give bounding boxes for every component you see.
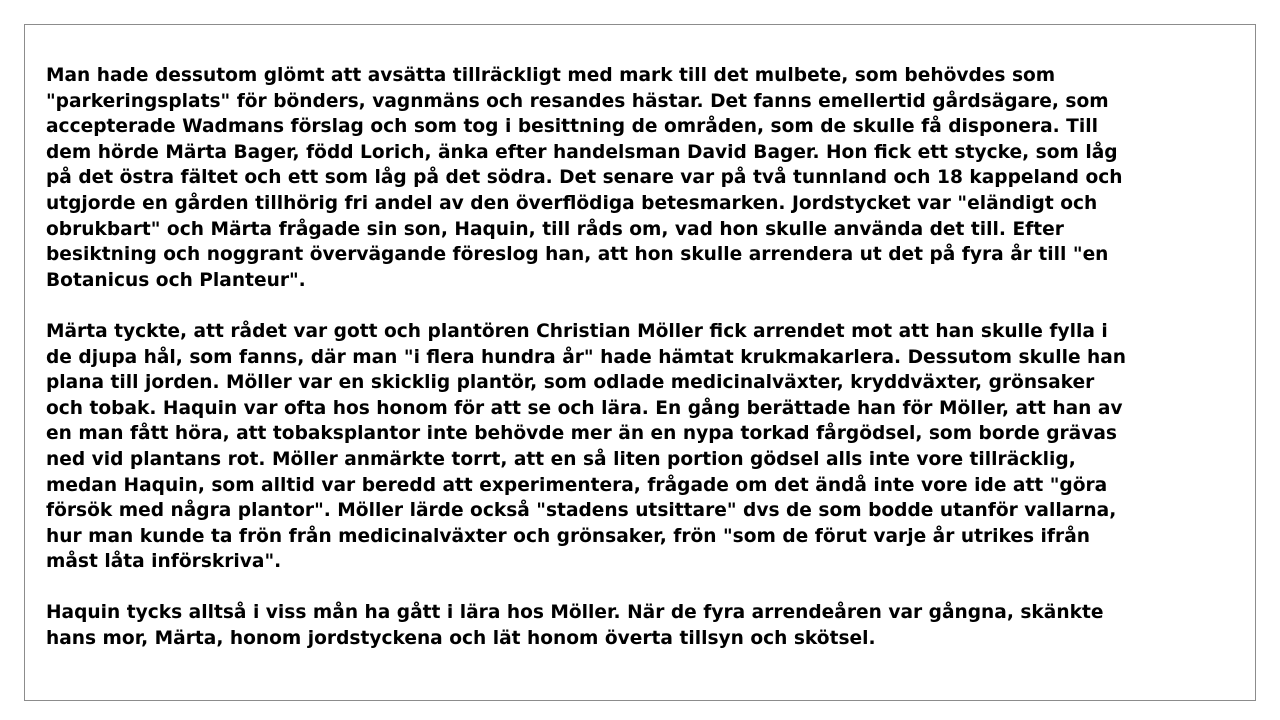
text-line: obrukbart" och Märta frågade sin son, Haquin, till råds om, vad hon skulle använda det till. Efter [46, 218, 1064, 240]
text-line: försök med några plantor". Möller lärde också "stadens utsittare" dvs de som bodde utanför vallarna, [46, 500, 1117, 522]
slide-frame [24, 24, 1256, 701]
text-line: Haquin tycks alltså i viss mån ha gått i lära hos Möller. När de fyra arrendeåren var gångna, skänkte [46, 602, 1104, 624]
text-line: utgjorde en gården tillhörig fri andel av den överflödiga betesmarken. Jordstycket var "eländigt och [46, 192, 1098, 214]
text-line: hur man kunde ta frön från medicinalväxter och grönsaker, frön "som de förut varje år utrikes ifrån [46, 525, 1090, 547]
text-line: och tobak. Haquin var ofta hos honom för att se och lära. En gång berättade han för Möller, att han av [46, 397, 1123, 419]
text-line: besiktning och noggrant övervägande föreslog han, att hon skulle arrendera ut det på fyra år till "en [46, 244, 1109, 266]
paragraph-1 [46, 63, 1246, 293]
text-line: ned vid plantans rot. Möller anmärkte torrt, att en så liten portion gödsel alls inte vore tillräcklig, [46, 448, 1076, 470]
text-line: de djupa hål, som fanns, där man "i flera hundra år" hade hämtat krukmakarlera. Dessutom skulle han [46, 346, 1127, 368]
text-body [46, 63, 1246, 677]
text-line: accepterade Wadmans förslag och som tog i besittning de områden, som de skulle få disponera. Till [46, 116, 1098, 138]
paragraph-3 [46, 600, 1246, 651]
text-line: plana till jorden. Möller var en skicklig plantör, som odlade medicinalväxter, kryddväxter, grönsaker [46, 372, 1095, 394]
text-line: på det östra fältet och ett som låg på det södra. Det senare var på två tunnland och 18 kappeland och [46, 167, 1123, 189]
text-line: dem hörde Märta Bager, född Lorich, änka efter handelsman David Bager. Hon fick ett stycke, som låg [46, 141, 1118, 163]
text-line: "parkeringsplats" för bönders, vagnmäns och resandes hästar. Det fanns emellertid gårdsägare, som [46, 90, 1109, 112]
text-line: Botanicus och Planteur". [46, 269, 306, 291]
paragraph-2 [46, 319, 1246, 575]
text-line: hans mor, Märta, honom jordstyckena och lät honom överta tillsyn och skötsel. [46, 628, 876, 650]
text-line: en man fått höra, att tobaksplantor inte behövde mer än en nypa torkad fårgödsel, som borde grävas [46, 423, 1117, 445]
text-line: medan Haquin, som alltid var beredd att experimentera, frågade om det ändå inte vore ide att "göra [46, 474, 1108, 496]
text-line: måst låta införskriva". [46, 551, 282, 573]
text-line: Märta tyckte, att rådet var gott och plantören Christian Möller fick arrendet mot att han skulle fylla i [46, 320, 1108, 342]
text-line: Man hade dessutom glömt att avsätta tillräckligt med mark till det mulbete, som behövdes som [46, 65, 1056, 86]
